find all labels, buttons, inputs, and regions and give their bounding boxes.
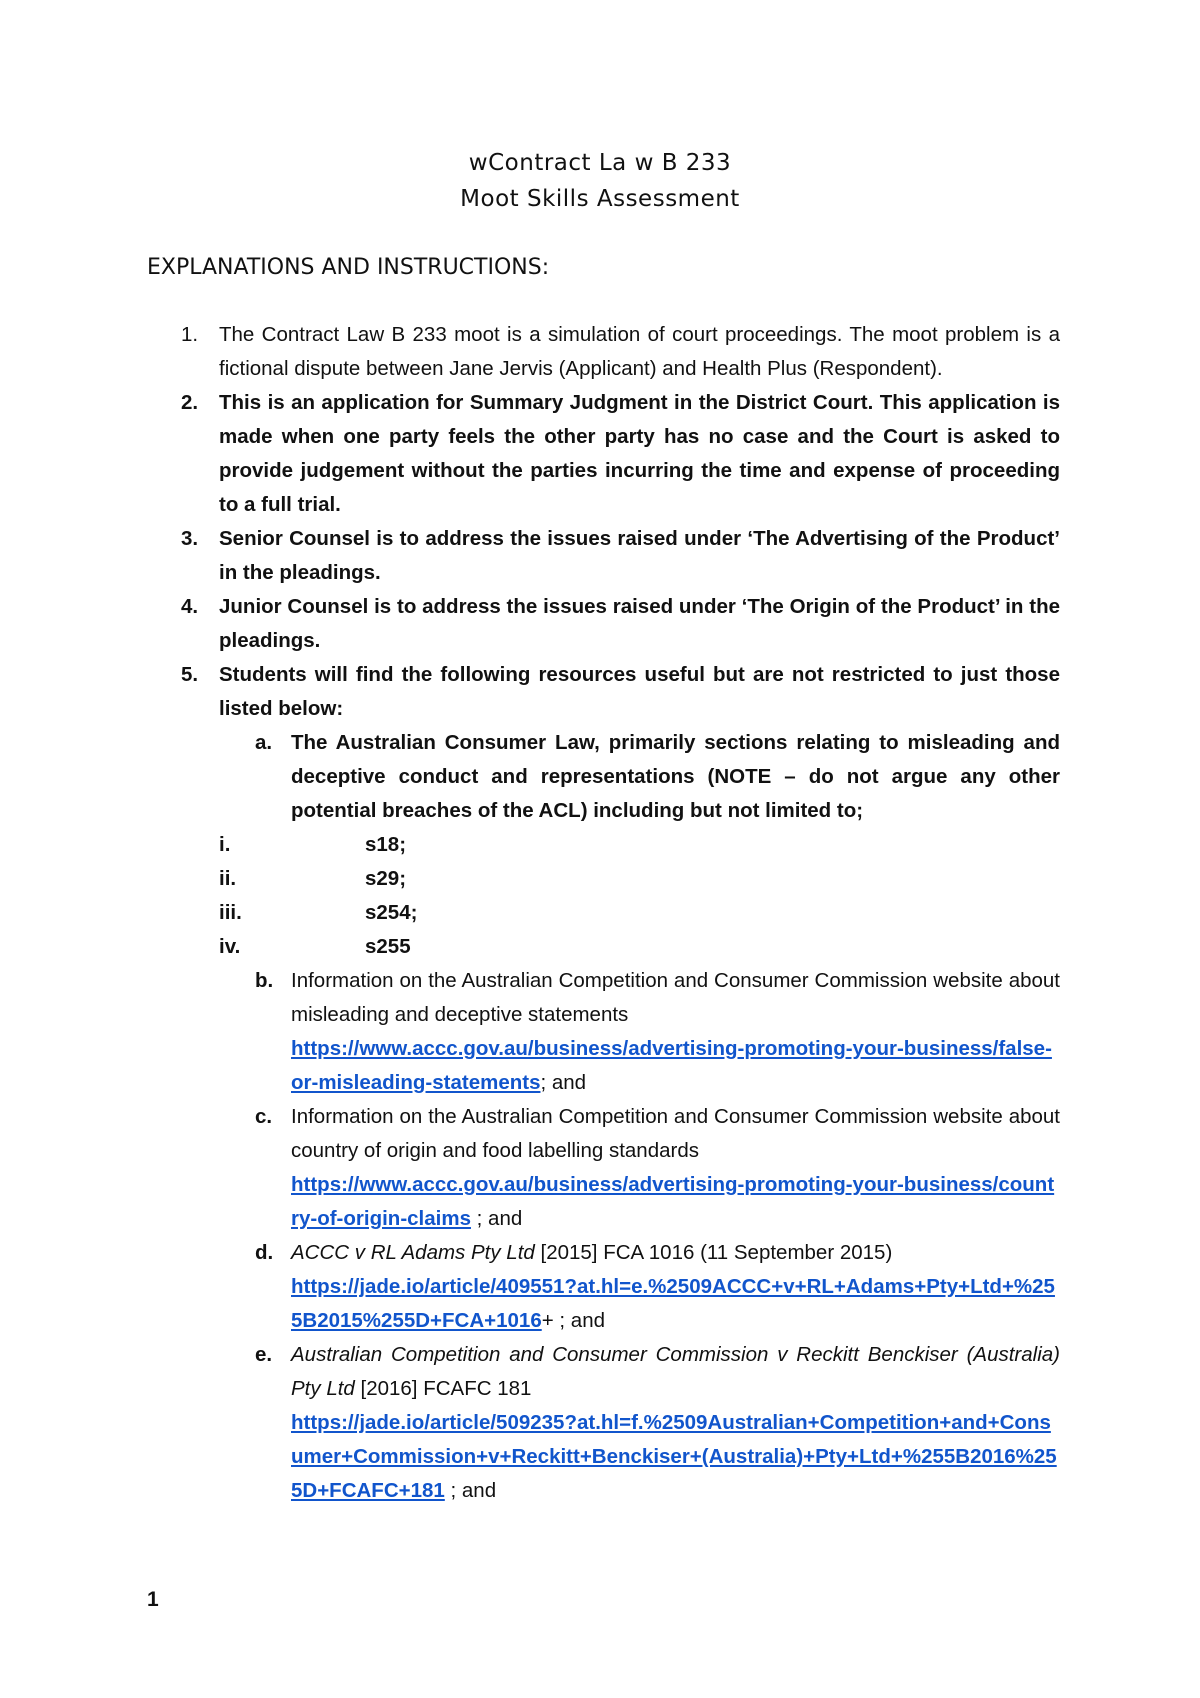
list-item-text: This is an application for Summary Judgment in the District Court. This application is made when one party feels the other party has no case and the Court is asked to provide judgement without the parties incurring the time and expense of proceeding to a full trial. — [219, 391, 1060, 516]
link-suffix: ; and — [470, 1207, 523, 1230]
list-number: 4. — [181, 595, 199, 618]
list-number: 5. — [181, 663, 199, 686]
page-number: 1 — [147, 1588, 159, 1611]
section-heading: EXPLANATIONS AND INSTRUCTIONS: — [147, 255, 550, 280]
section-item — [219, 930, 1060, 964]
resource-letter: e. — [255, 1343, 273, 1366]
jade-reckitt-link[interactable]: https://jade.io/article/509235?at.hl=f.%2509Australian+Competition+and+Consumer+Commission+v+Reckitt+Benckiser+(Australia)+Pty+Ltd+%255B2016%255D+FCAFC+181 — [291, 1411, 1057, 1502]
list-item — [147, 386, 1060, 522]
list-item-text: Students will find the following resources useful but are not restricted to just those listed below: — [219, 663, 1060, 720]
section-item — [219, 828, 1060, 862]
instructions-list — [147, 318, 1060, 1508]
list-item-text: Junior Counsel is to address the issues raised under ‘The Origin of the Product’ in the pleadings. — [219, 595, 1060, 652]
section-numeral: iii. — [219, 901, 242, 924]
resource-item-c — [147, 1100, 1060, 1236]
section-numeral: ii. — [219, 867, 237, 890]
resource-letter: a. — [255, 731, 273, 754]
section-numeral: iv. — [219, 935, 241, 958]
resource-item-a — [147, 726, 1060, 964]
section-text: s29; — [365, 867, 407, 890]
resource-item-e — [147, 1338, 1060, 1508]
resource-item-b — [147, 964, 1060, 1100]
jade-adams-link[interactable]: https://jade.io/article/409551?at.hl=e.%2509ACCC+v+RL+Adams+Pty+Ltd+%255B2015%255D+FCA+1016 — [291, 1275, 1055, 1332]
list-item — [147, 658, 1060, 1508]
accc-misleading-link[interactable]: https://www.accc.gov.au/business/advertising-promoting-your-business/false-or-misleading-statements — [291, 1037, 1052, 1094]
section-text: s255 — [365, 935, 411, 958]
list-item — [147, 318, 1060, 386]
section-text: s254; — [365, 901, 418, 924]
list-item — [147, 590, 1060, 658]
resource-text: Information on the Australian Competition and Consumer Commission website about misleading and deceptive statements — [291, 969, 1060, 1026]
list-item — [147, 522, 1060, 590]
case-name: Australian Competition and Consumer Commission v Reckitt Benckiser (Australia) Pty Ltd — [291, 1343, 1060, 1400]
section-item — [219, 862, 1060, 896]
case-citation: [2015] FCA 1016 (11 September 2015) — [534, 1241, 893, 1264]
resource-letter: b. — [255, 969, 274, 992]
list-number: 1. — [181, 323, 199, 346]
list-number: 3. — [181, 527, 199, 550]
list-item-text: Senior Counsel is to address the issues raised under ‘The Advertising of the Product’ in the pleadings. — [219, 527, 1060, 584]
resource-letter: d. — [255, 1241, 274, 1264]
link-suffix: + ; and — [541, 1309, 605, 1332]
list-item-text: The Contract Law B 233 moot is a simulation of court proceedings. The moot problem is a fictional dispute between Jane Jervis (Applicant) and Health Plus (Respondent). — [219, 323, 1060, 380]
accc-origin-link[interactable]: https://www.accc.gov.au/business/advertising-promoting-your-business/country-of-origin-claims — [291, 1173, 1055, 1230]
section-text: s18; — [365, 833, 407, 856]
document-subtitle: Moot Skills Assessment — [460, 186, 740, 212]
document-title: wContract La w B 233 — [468, 150, 732, 176]
case-name: ACCC v RL Adams Pty Ltd — [291, 1241, 535, 1264]
resource-text: The Australian Consumer Law, primarily sections relating to misleading and deceptive conduct and representations (NOTE – do not argue any other potential breaches of the ACL) including but not limited to; — [291, 731, 1060, 822]
link-suffix: ; and — [540, 1071, 587, 1094]
section-numeral: i. — [219, 833, 231, 856]
resource-text: Information on the Australian Competition and Consumer Commission website about country of origin and food labelling standards — [291, 1105, 1060, 1162]
link-suffix: ; and — [444, 1479, 497, 1502]
resource-letter: c. — [255, 1105, 273, 1128]
case-citation: [2016] FCAFC 181 — [354, 1377, 532, 1400]
resource-item-d — [147, 1236, 1060, 1338]
section-item — [219, 896, 1060, 930]
list-number: 2. — [181, 391, 199, 414]
